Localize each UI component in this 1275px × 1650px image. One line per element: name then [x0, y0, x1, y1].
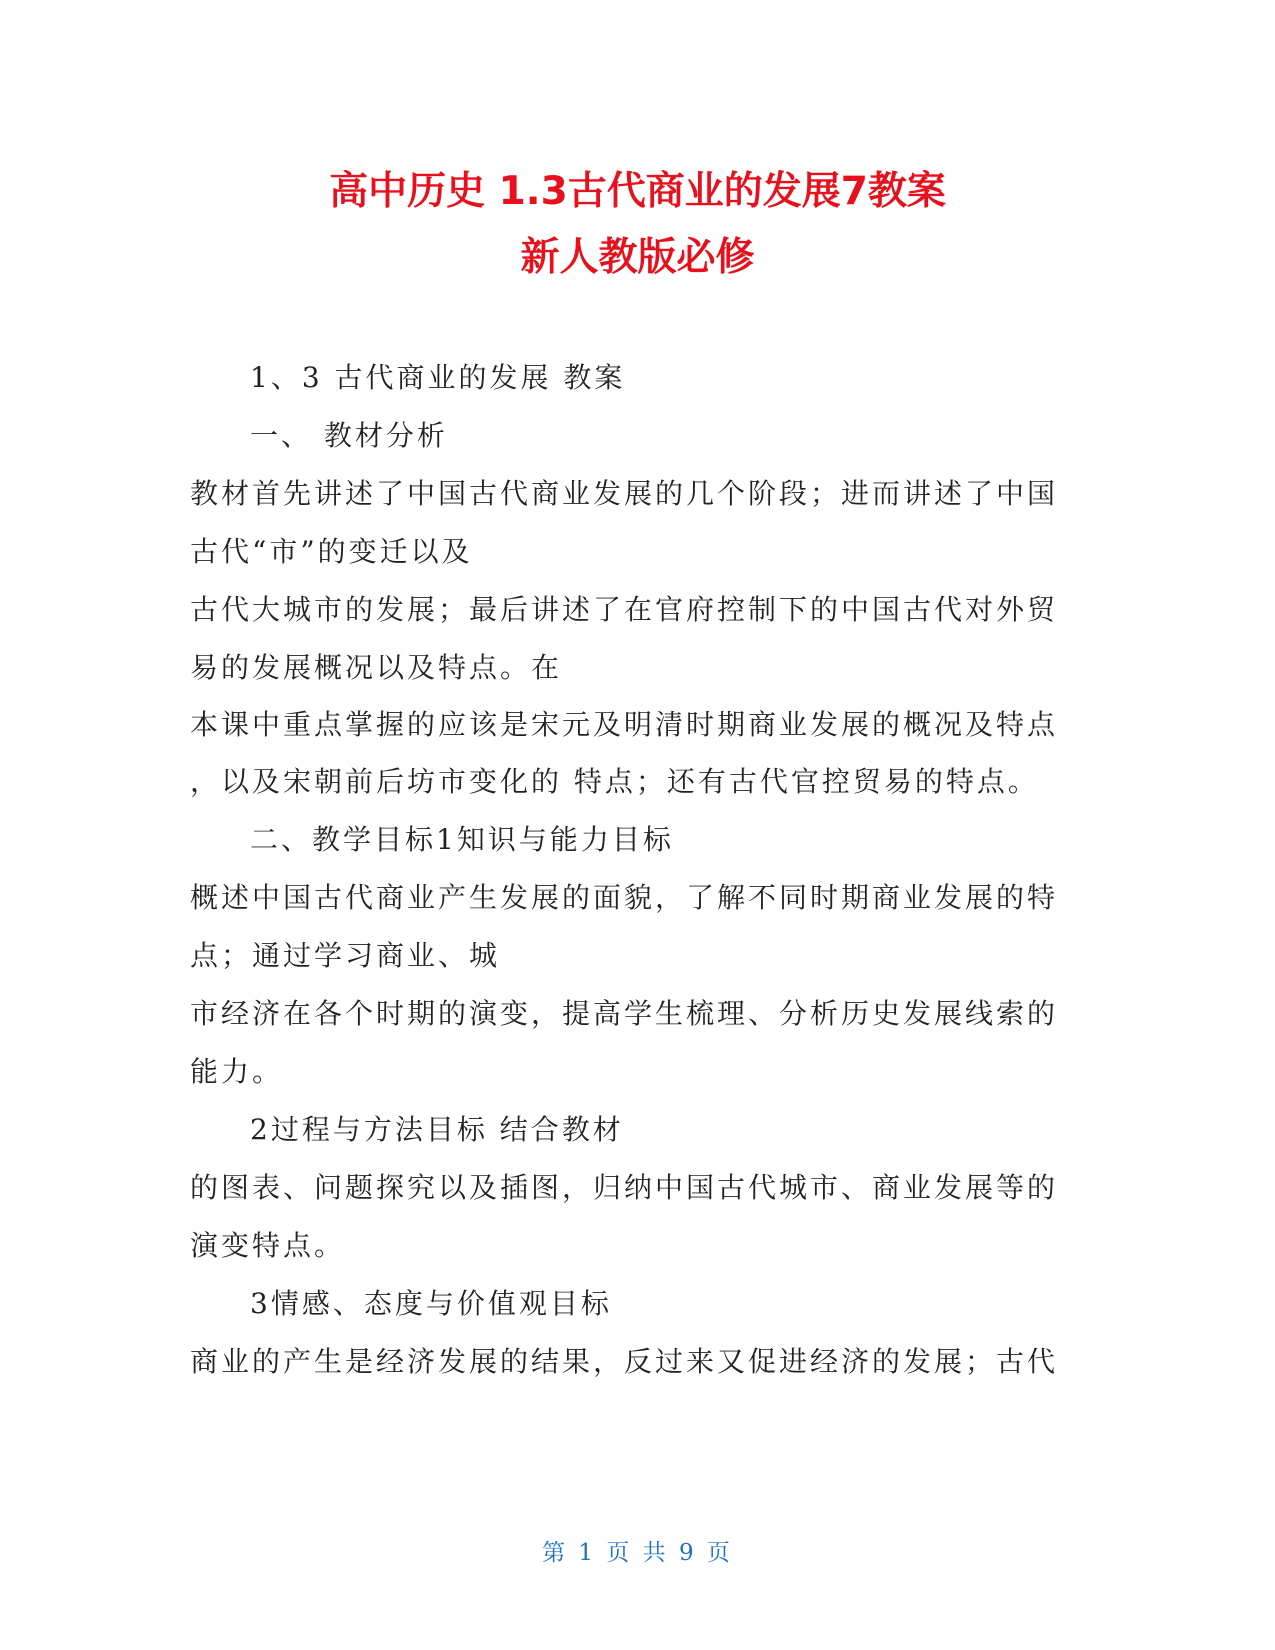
body-line: ，以及宋朝前后坊市变化的 特点；还有古代官控贸易的特点。 [190, 765, 1039, 798]
body-line: 2过程与方法目标 结合教材 [250, 1113, 624, 1146]
body-line: 概述中国古代商业产生发展的面貌，了解不同时期商业发展的特 [190, 881, 1059, 914]
footer-middle: 页 共 [606, 1540, 669, 1566]
body-line: 1、3 古代商业的发展 教案 [250, 361, 626, 394]
body-line: 本课中重点掌握的应该是宋元及明清时期商业发展的概况及特点 [190, 708, 1059, 741]
current-page-number: 1 [578, 1540, 597, 1566]
body-line: 3情感、态度与价值观目标 [250, 1287, 612, 1320]
body-line: 演变特点。 [190, 1229, 346, 1262]
body-line: 市经济在各个时期的演变，提高学生梳理、分析历史发展线索的 [190, 997, 1059, 1030]
body-line: 一、 教材分析 [250, 419, 448, 452]
body-line: 教材首先讲述了中国古代商业发展的几个阶段；进而讲述了中国 [190, 477, 1059, 510]
document-title-line-1: 高中历史 1.3古代商业的发展7教案 [329, 169, 946, 214]
footer-prefix: 第 [542, 1540, 569, 1566]
page-footer [0, 1538, 1275, 1568]
body-line: 二、教学目标1知识与能力目标 [250, 823, 674, 856]
body-line: 能力。 [190, 1055, 284, 1088]
document-title-line-2: 新人教版必修 [520, 235, 755, 280]
footer-suffix: 页 [706, 1540, 733, 1566]
body-line: 古代“市”的变迁以及 [190, 535, 473, 568]
body-line: 点；通过学习商业、城 [190, 939, 501, 972]
body-line: 商业的产生是经济发展的结果，反过来又促进经济的发展；古代 [190, 1345, 1059, 1378]
body-line: 易的发展概况以及特点。在 [190, 651, 563, 684]
total-page-count: 9 [678, 1540, 697, 1566]
body-line: 的图表、问题探究以及插图，归纳中国古代城市、商业发展等的 [190, 1171, 1059, 1204]
body-line: 古代大城市的发展；最后讲述了在官府控制下的中国古代对外贸 [190, 593, 1059, 626]
